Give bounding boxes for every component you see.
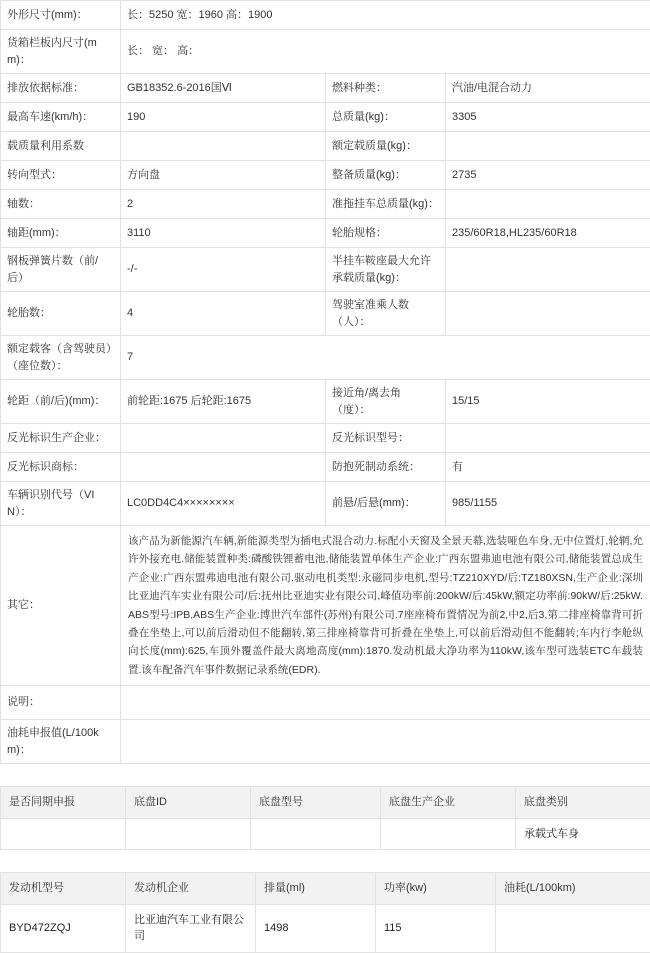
- table-row: [1, 161, 650, 190]
- cell: [1, 818, 126, 850]
- cell: 1498: [256, 904, 376, 952]
- row-label: 车辆识别代号（VIN）：: [1, 482, 121, 526]
- table-row: [1, 74, 650, 103]
- row-value: 方向盘: [121, 161, 326, 190]
- row-value: [121, 132, 326, 161]
- fuel-label: 油耗申报值(L/100km)：: [1, 720, 121, 764]
- engine-col-manufacturer: 发动机企业: [126, 873, 256, 905]
- row-value: GB18352.6-2016国Ⅵ: [121, 74, 326, 103]
- row-label: 外形尺寸(mm)：: [1, 1, 121, 30]
- table-row: [1, 103, 650, 132]
- chassis-col-same-period: 是否同期申报: [1, 787, 126, 819]
- engine-table: [0, 872, 650, 953]
- chassis-col-category: 底盘类别: [516, 787, 650, 819]
- chassis-col-manufacturer: 底盘生产企业: [381, 787, 516, 819]
- row-label-2: 半挂车鞍座最大允许承载质量(kg)：: [326, 248, 446, 292]
- engine-col-power: 功率(kw): [376, 873, 496, 905]
- row-label: 轴距(mm)：: [1, 219, 121, 248]
- table-row: [1, 1, 650, 30]
- other-row: [1, 526, 650, 686]
- table-row: [1, 292, 650, 336]
- table-row: [1, 453, 650, 482]
- table-row: [1, 482, 650, 526]
- row-value: 4: [121, 292, 326, 336]
- table-row: [1, 219, 650, 248]
- row-value: 长： 宽： 高：: [121, 30, 650, 74]
- cell: 承载式车身: [516, 818, 650, 850]
- note-value: [121, 686, 650, 720]
- header-row: [1, 787, 650, 819]
- row-label-2: 整备质量(kg)：: [326, 161, 446, 190]
- row-label: 轮胎数：: [1, 292, 121, 336]
- row-label: 轴数：: [1, 190, 121, 219]
- row-label-2: 额定载质量(kg)：: [326, 132, 446, 161]
- row-label-2: 燃料种类：: [326, 74, 446, 103]
- other-label: 其它：: [1, 526, 121, 686]
- cell: [381, 818, 516, 850]
- table-row: [1, 132, 650, 161]
- cell: [496, 904, 650, 952]
- engine-table-body: [1, 904, 650, 952]
- row-value-2: [446, 292, 650, 336]
- note-row: [1, 686, 650, 720]
- chassis-col-model: 底盘型号: [251, 787, 381, 819]
- other-value: 该产品为新能源汽车辆,新能源类型为插电式混合动力.标配小天窗及全景天幕,选装哑色车身,无中位置灯,轮辋,允许外接充电.储能装置种类:磷酸铁锂蓄电池,储能装置单体生产企业:广西东盟弗迪电池有限公司,储能装置总成生产企业:广西东盟弗迪电池有限公司.驱动电机类型:永磁同步电机,型号:TZ210XYD/后:TZ180XSN,生产企业:深圳比亚迪汽车实业有限公司/后:抚州比亚迪实业有限公司,峰值功率前:200kW/后:45kW,额定功率前:90kW/后:25kW.ABS型号:IPB,ABS生产企业:博世汽车部件(苏州)有限公司.7座座椅布置情况为前2,中2,后3,第二排座椅靠背可折叠在坐垫上,可以前后滑动但不能翻转,第三排座椅靠背可折叠在坐垫上,可以前后滑动但不能翻转;车内行李舱纵向长度(mm):625,车顶外覆盖件最大离地高度(mm):1870.发动机最大净功率为110kW,该车型可选装ETC车载装置.该车配备汽车事件数据记录系统(EDR).: [121, 526, 650, 686]
- row-value-2: [446, 190, 650, 219]
- row-value-2: 汽油/电混合动力: [446, 74, 650, 103]
- table-row: [1, 904, 650, 952]
- chassis-table: [0, 786, 650, 850]
- row-label-2: 接近角/离去角（度）：: [326, 380, 446, 424]
- chassis-table-header: [1, 787, 650, 819]
- row-label: 额定载客（含驾驶员）（座位数）：: [1, 336, 121, 380]
- row-value-2: 3305: [446, 103, 650, 132]
- row-value: 3110: [121, 219, 326, 248]
- table-row: [1, 190, 650, 219]
- row-label: 钢板弹簧片数（前/后）: [1, 248, 121, 292]
- engine-col-fuel-consumption: 油耗(L/100km): [496, 873, 650, 905]
- row-label: 反光标识生产企业：: [1, 424, 121, 453]
- row-label-2: 轮胎规格：: [326, 219, 446, 248]
- engine-col-model: 发动机型号: [1, 873, 126, 905]
- row-label: 最高车速(km/h)：: [1, 103, 121, 132]
- row-value-2: [446, 424, 650, 453]
- table-divider-2: [0, 850, 650, 872]
- row-label: 转向型式：: [1, 161, 121, 190]
- note-label: 说明：: [1, 686, 121, 720]
- cell: 比亚迪汽车工业有限公司: [126, 904, 256, 952]
- fuel-value: [121, 720, 650, 764]
- chassis-table-body: [1, 818, 650, 850]
- row-value: LC0DD4C4××××××××: [121, 482, 326, 526]
- table-row: [1, 248, 650, 292]
- row-value: 190: [121, 103, 326, 132]
- row-value-2: [446, 248, 650, 292]
- row-label-2: 准拖挂车总质量(kg)：: [326, 190, 446, 219]
- cell: [251, 818, 381, 850]
- row-value-2: [446, 132, 650, 161]
- row-value-2: 有: [446, 453, 650, 482]
- row-value-2: 235/60R18,HL235/60R18: [446, 219, 650, 248]
- table-divider: [0, 764, 650, 786]
- row-value-2: 15/15: [446, 380, 650, 424]
- row-label: 货箱栏板内尺寸(mm)：: [1, 30, 121, 74]
- cell: BYD472ZQJ: [1, 904, 126, 952]
- row-value: [121, 453, 326, 482]
- row-label: 轮距（前/后)(mm)：: [1, 380, 121, 424]
- row-value-2: 2735: [446, 161, 650, 190]
- row-label-2: 驾驶室准乘人数（人）：: [326, 292, 446, 336]
- row-value: -/-: [121, 248, 326, 292]
- row-value: 7: [121, 336, 650, 380]
- row-label-2: 前悬/后悬(mm)：: [326, 482, 446, 526]
- table-row: [1, 424, 650, 453]
- row-label-2: 反光标识型号：: [326, 424, 446, 453]
- cell: [126, 818, 251, 850]
- row-label: 载质量利用系数: [1, 132, 121, 161]
- row-value: 长：5250 宽：1960 高：1900: [121, 1, 650, 30]
- row-label-2: 总质量(kg)：: [326, 103, 446, 132]
- row-value-2: 985/1155: [446, 482, 650, 526]
- cell: 115: [376, 904, 496, 952]
- row-value: 2: [121, 190, 326, 219]
- table-row: [1, 818, 650, 850]
- table-row: [1, 380, 650, 424]
- chassis-col-id: 底盘ID: [126, 787, 251, 819]
- row-label-2: 防抱死制动系统：: [326, 453, 446, 482]
- row-label: 反光标识商标：: [1, 453, 121, 482]
- table-row: [1, 30, 650, 74]
- row-label: 排放依据标准：: [1, 74, 121, 103]
- engine-col-displacement: 排量(ml): [256, 873, 376, 905]
- fuel-row: [1, 720, 650, 764]
- row-value: 前轮距:1675 后轮距:1675: [121, 380, 326, 424]
- engine-table-header: [1, 873, 650, 905]
- table-row: [1, 336, 650, 380]
- row-value: [121, 424, 326, 453]
- header-row: [1, 873, 650, 905]
- main-spec-body: [1, 1, 650, 764]
